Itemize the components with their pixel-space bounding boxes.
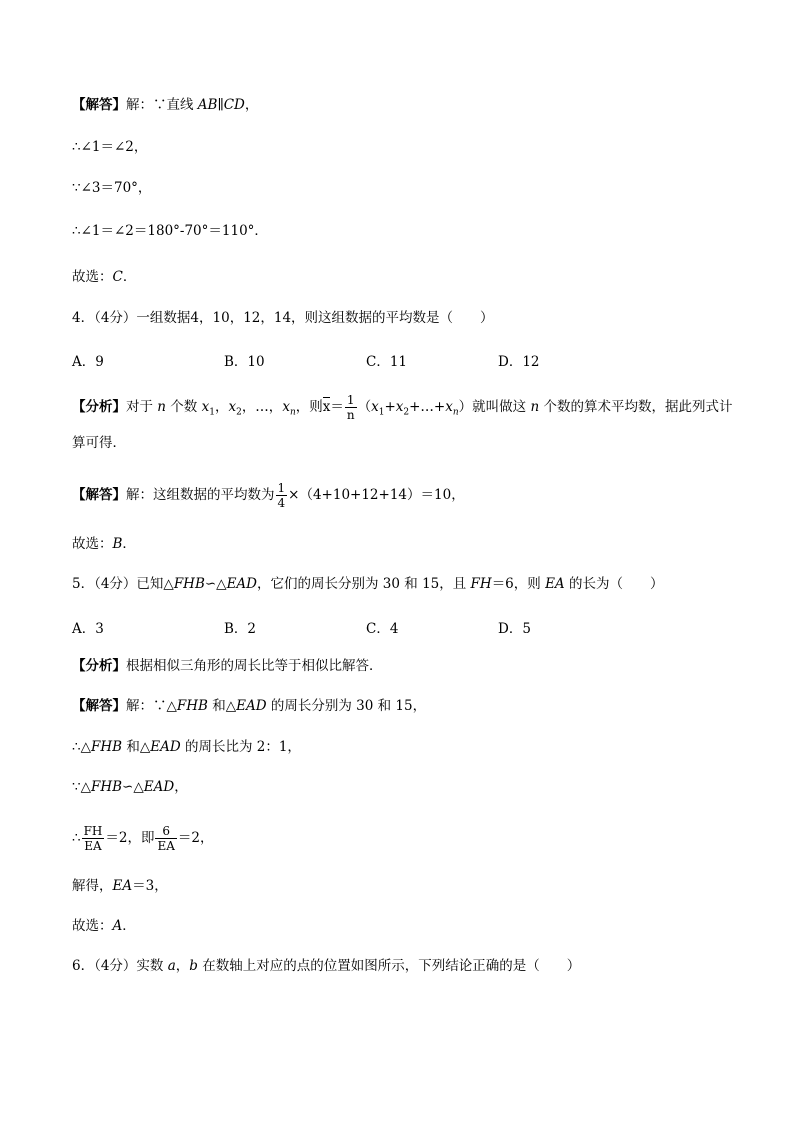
- q5-option-a: A．3: [72, 621, 104, 637]
- q3-choice: 故选：C．: [72, 269, 137, 285]
- q5-answer-line1: 【解答】解：∵△FHB 和△EAD 的周长分别为 30 和 15，: [72, 698, 427, 714]
- q4-option-d: D．12: [498, 354, 540, 370]
- q4-option-b: B．10: [224, 354, 265, 370]
- q4-choice: 故选：B．: [72, 536, 136, 552]
- analysis-tag: 【分析】: [72, 658, 126, 674]
- q3-answer-line1: 【解答】解：∵直线 AB∥CD，: [72, 97, 259, 113]
- fraction: $\frac{1}{4}$: [277, 481, 286, 510]
- answer-tag: 【解答】: [72, 97, 126, 113]
- q3-answer-line3: ∵∠3＝70°，: [72, 180, 152, 196]
- q5-option-d: D．5: [498, 621, 531, 637]
- q3-answer-line2: ∴∠1＝∠2，: [72, 139, 148, 155]
- fraction: $\frac{6}{EA}$: [157, 824, 175, 853]
- q6-stem: 6．（4分）实数 a，b 在数轴上对应的点的位置如图所示，下列结论正确的是（ ）: [72, 958, 581, 974]
- q3-answer-line4: ∴∠1＝∠2＝180°-70°＝110°．: [72, 223, 268, 239]
- q5-option-c: C．4: [366, 621, 399, 637]
- q5-answer-line4: ∴ $\frac{FH}{EA}$ ＝2，即 $\frac{6}{EA}$ ＝2，: [72, 824, 214, 853]
- mean-symbol: x: [322, 399, 331, 415]
- q5-answer-line2: ∴△FHB 和△EAD 的周长比为 2：1，: [72, 739, 301, 755]
- analysis-tag: 【分析】: [72, 399, 126, 415]
- q4-analysis-line1: 【分析】对于 n 个数 $x_1$，$x_2$，…，$x_n$，则x＝ $\frac{1}{n}$ $(x_1+x_2+\dots+x_n)$就叫做这 n 个数的算术平均数，据此列式计: [72, 393, 733, 422]
- q4-option-c: C．11: [366, 354, 408, 370]
- q5-answer-line3: ∵△FHB∽△EAD，: [72, 779, 188, 795]
- q4-answer: 【解答】解：这组数据的平均数为 $\frac{1}{4}$ ×（4+10+12+14）＝10，: [72, 481, 465, 510]
- fraction: $\frac{FH}{EA}$: [83, 824, 103, 853]
- q4-option-a: A．9: [72, 354, 104, 370]
- answer-tag: 【解答】: [72, 698, 126, 714]
- fraction: $\frac{1}{n}$: [346, 393, 355, 422]
- answer-tag: 【解答】: [72, 487, 126, 503]
- q5-analysis: 【分析】根据相似三角形的周长比等于相似比解答．: [72, 658, 383, 674]
- q5-stem: 5．（4分）已知△FHB∽△EAD，它们的周长分别为 30 和 15，且 FH＝6，则 EA 的长为（ ）: [72, 576, 664, 592]
- q4-analysis-line2: 算可得．: [72, 435, 126, 451]
- q5-choice: 故选：A．: [72, 918, 136, 934]
- q5-option-b: B．2: [224, 621, 257, 637]
- q4-stem: 4．（4分）一组数据4，10，12，14，则这组数据的平均数是（ ）: [72, 310, 494, 326]
- q5-answer-line5: 解得，EA＝3，: [72, 878, 168, 894]
